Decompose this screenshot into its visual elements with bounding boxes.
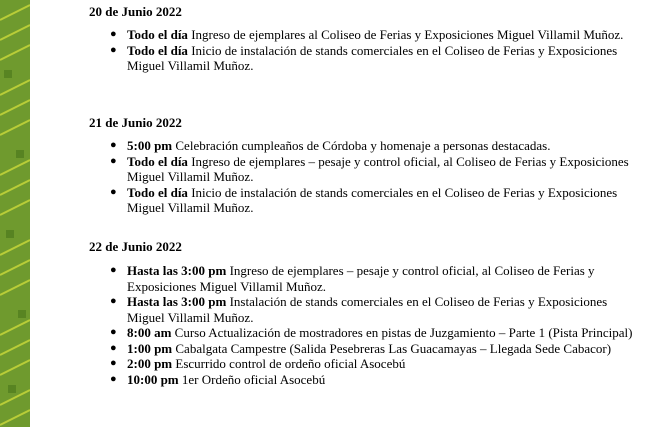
event-list [89, 27, 641, 74]
decorative-border [0, 0, 30, 427]
bullet-icon: ● [110, 43, 117, 56]
event-list [89, 263, 641, 387]
bullet-icon: ● [110, 264, 117, 276]
bullet-icon: ● [110, 326, 117, 338]
list-item: ● Todo el día Ingreso de ejemplares al Coliseo de Ferias y Exposiciones Miguel Villamil Muñoz. [110, 27, 624, 42]
list-item: ● Hasta las 3:00 pm Instalación de stands comerciales en el Coliseo de Ferias y Exposiciones Miguel Villamil Muñoz. [110, 294, 608, 325]
list-item: ● 1:00 pm Cabalgata Campestre (Salida Pesebreras Las Guacamayas – Llegada Sede Cabacor) [110, 340, 612, 356]
day-heading: 20 de Junio 2022 [89, 4, 182, 19]
bullet-icon: ● [110, 357, 117, 369]
day-heading: 22 de Junio 2022 [89, 239, 182, 254]
border-pattern [0, 0, 30, 427]
day-section-2 [89, 115, 641, 216]
list-item: ● Todo el día Inicio de instalación de stands comerciales en el Coliseo de Ferias y Exposiciones Miguel Villamil Muñoz. [110, 42, 618, 73]
list-item: ● 2:00 pm Escurrido control de ordeño oficial Asocebú [110, 356, 406, 371]
event-list [89, 138, 641, 216]
bullet-icon: ● [110, 185, 117, 198]
list-item: ● 10:00 pm 1er Ordeño oficial Asocebú [110, 371, 326, 387]
list-item: ● 8:00 am Curso Actualización de mostradores en pistas de Juzgamiento – Parte 1 (Pista Principal) [110, 325, 633, 340]
bullet-icon: ● [110, 295, 117, 307]
list-item: ● 5:00 pm Celebración cumpleaños de Córdoba y homenaje a personas destacadas. [110, 138, 551, 153]
bullet-icon: ● [110, 139, 117, 151]
day-section-3 [89, 239, 641, 387]
bullet-icon: ● [110, 372, 117, 385]
day-section-1 [89, 4, 641, 74]
bullet-icon: ● [110, 154, 117, 167]
bullet-icon: ● [110, 341, 117, 354]
list-item: ● Todo el día Inicio de instalación de stands comerciales en el Coliseo de Ferias y Exposiciones Miguel Villamil Muñoz. [110, 184, 618, 215]
day-heading: 21 de Junio 2022 [89, 115, 182, 130]
list-item: ● Todo el día Ingreso de ejemplares – pesaje y control oficial, al Coliseo de Ferias y Exposiciones Miguel Villamil Muñoz. [110, 153, 629, 184]
bullet-icon: ● [110, 28, 117, 40]
list-item: ● Hasta las 3:00 pm Ingreso de ejemplares – pesaje y control oficial, al Coliseo de Ferias y Exposiciones Miguel Villamil Muñoz. [110, 263, 595, 294]
